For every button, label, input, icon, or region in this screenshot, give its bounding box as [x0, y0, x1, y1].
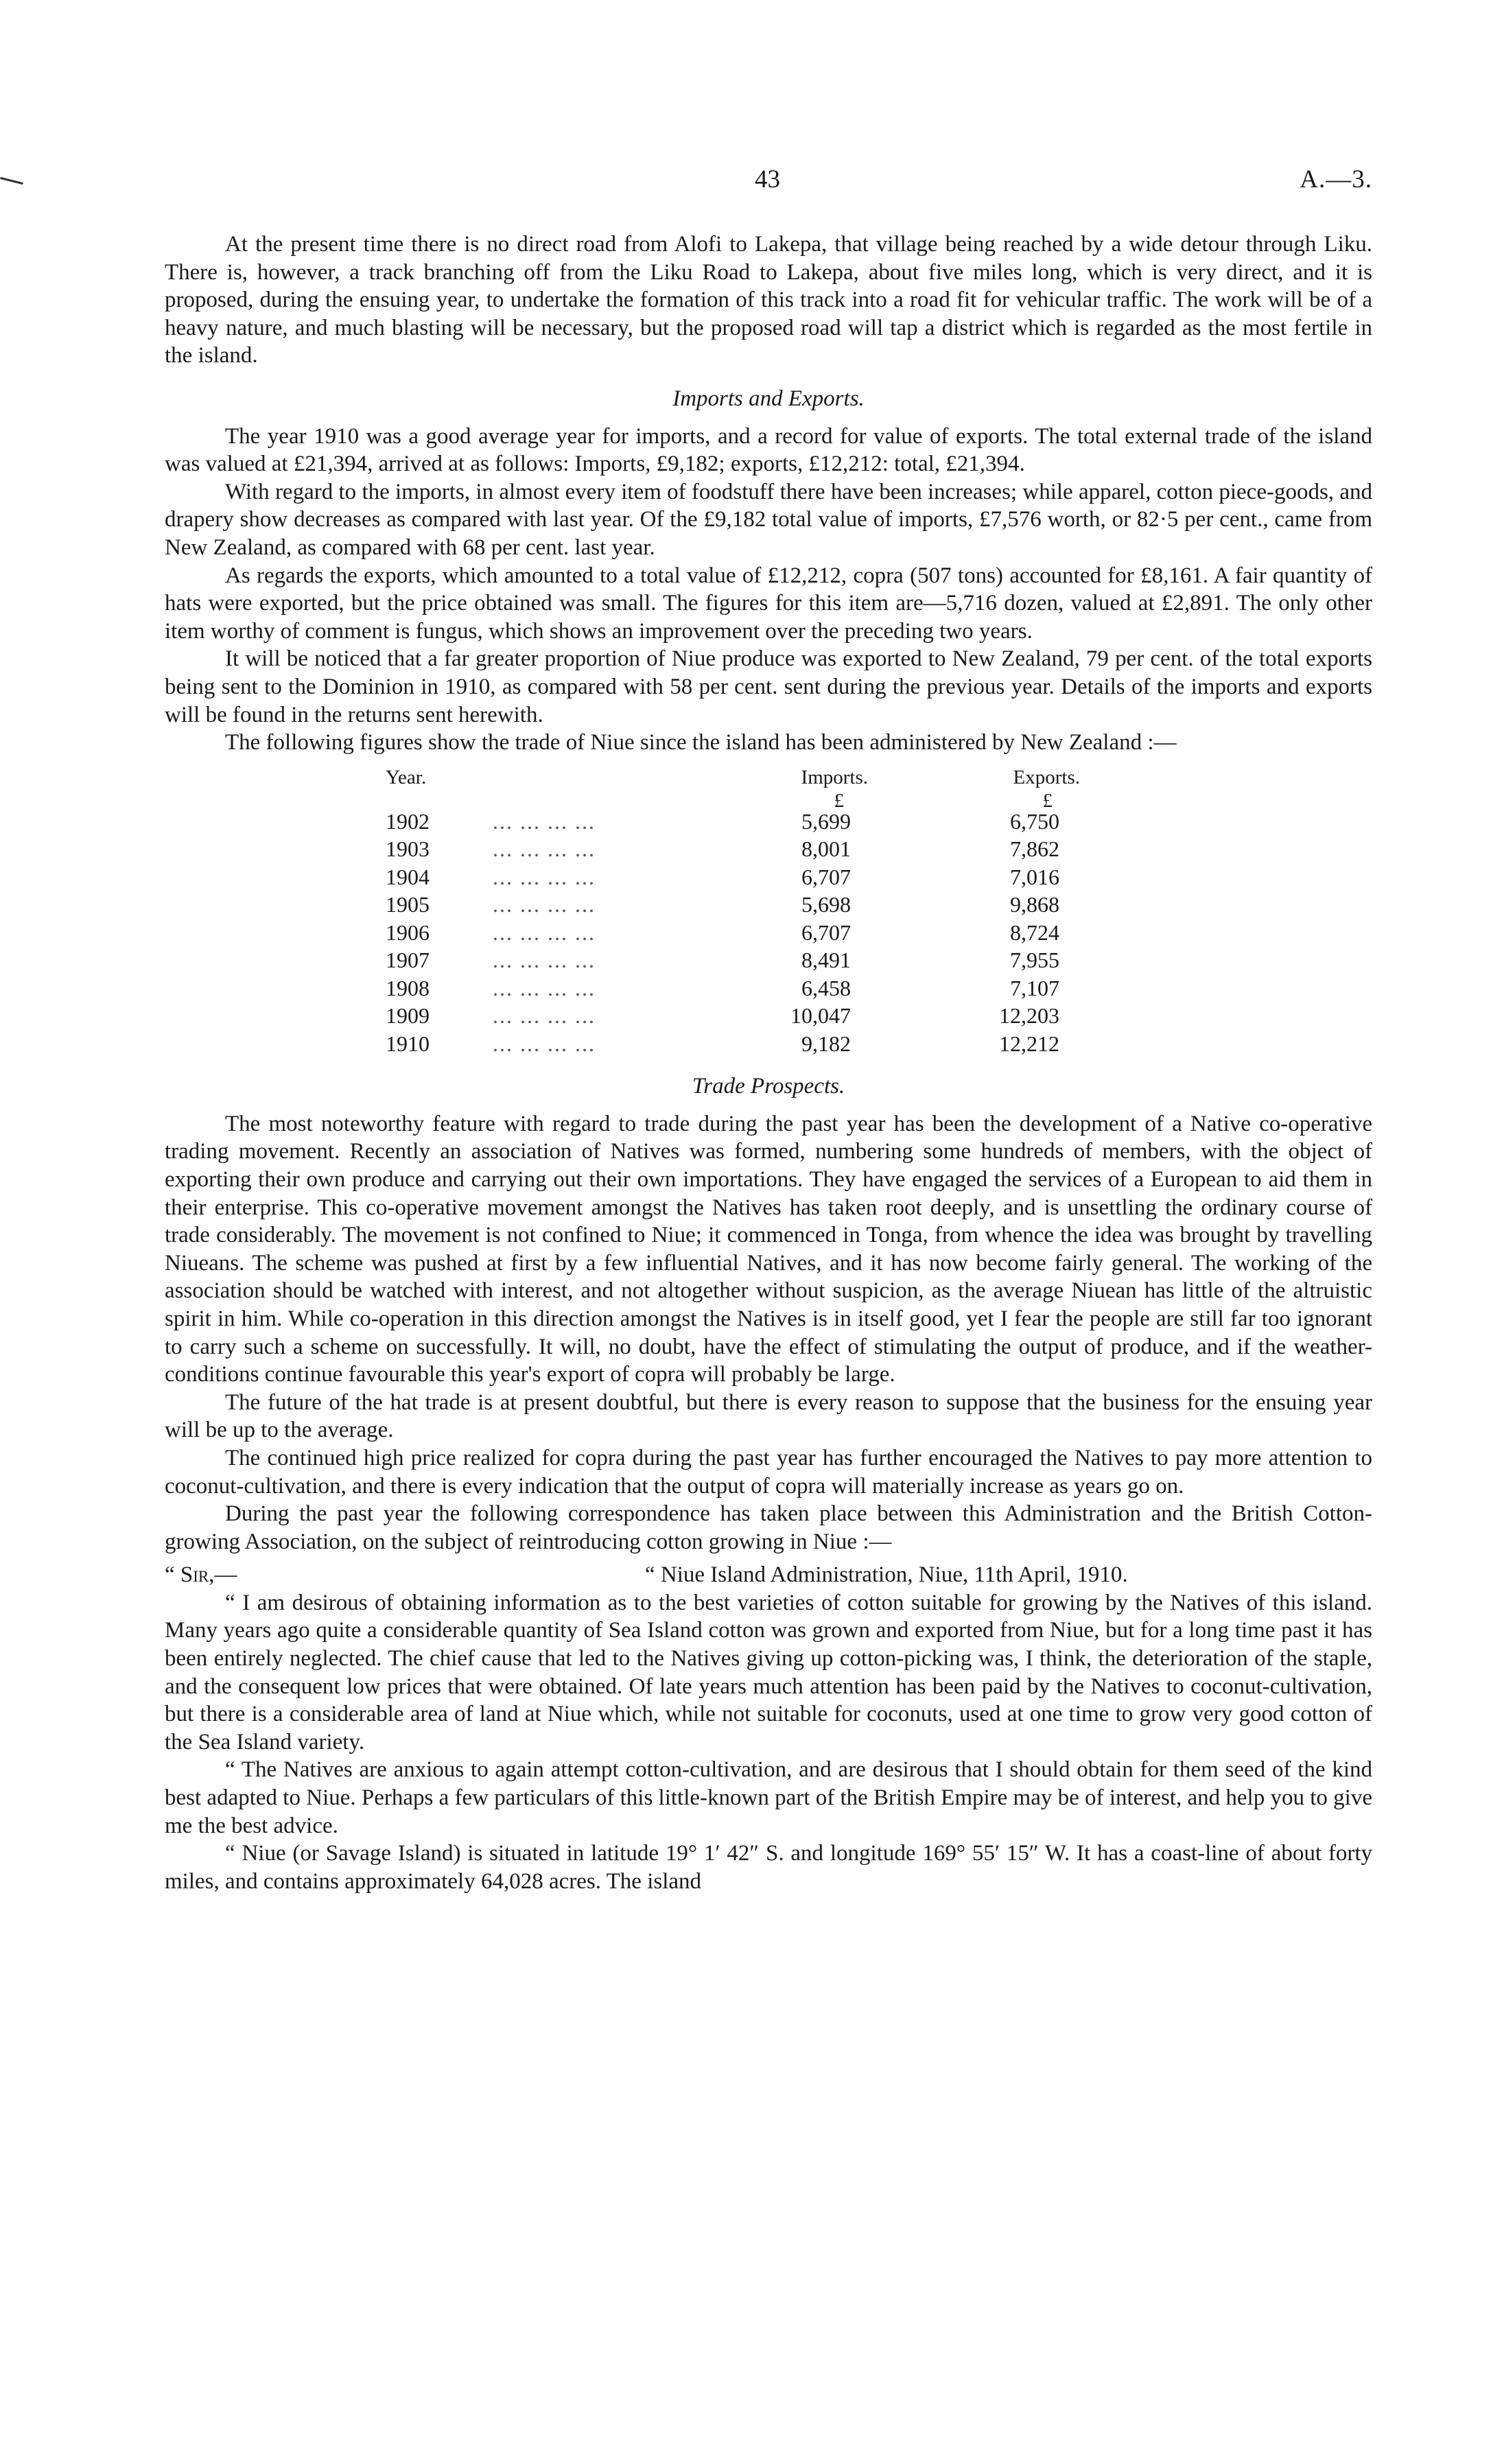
dot-leader: ... ... ... ...: [493, 1003, 596, 1029]
column-header-year: Year.: [386, 766, 427, 788]
heading-imports-exports: Imports and Exports.: [672, 386, 865, 411]
dot-leader: ... ... ... ...: [493, 919, 596, 945]
table-row: [165, 891, 1372, 919]
dot-leader: ... ... ... ...: [493, 948, 596, 973]
table-row: [165, 974, 1372, 1002]
imports-cell: 9,182: [801, 1031, 851, 1056]
exports-cell: 7,955: [1010, 948, 1059, 973]
paragraph-trade-1: The most noteworthy feature with regard to trade during the past year has been the development of a Native co-operative trading movement. Recently an association of Natives was formed, numbering some hundreds of members, with the object of exporting their own produce and carrying out their own importations. They have engaged the services of a European to aid them in their enterprise. This co-operative movement amongst the Natives has taken root deeply, and is unsettling the ordinary course of trade considerably. The movement is not confined to Niue; it commenced in Tonga, from whence the idea was brought by travelling Niueans. The scheme was pushed at first by a few influential Natives, and it has now become fairly general. The working of the association should be watched with interest, and not altogether without suspicion, as the average Niuean has little of the altruistic spirit in him. While co-operation in this direction amongst the Natives is in itself good, yet I fear the people are still far too ignorant to carry such a scheme on successfully. It will, no doubt, have the effect of stimulating the output of produce, and if the weather-conditions continue favourable this year's export of copra will probably be large.: [165, 1111, 1372, 1387]
exports-cell: 12,203: [999, 1003, 1059, 1029]
table-row: [165, 863, 1372, 891]
dot-leader: ... ... ... ...: [493, 836, 596, 862]
paragraph-imports-5: The following figures show the trade of Niue since the island has been administered by New Zealand :—: [225, 730, 1177, 755]
year-cell: 1902: [386, 808, 430, 834]
letter-address: “ Niue Island Administration, Niue, 11th April, 1910.: [645, 1562, 1128, 1588]
unit-imports: £: [834, 789, 844, 812]
paragraph-imports-4: It will be noticed that a far greater proportion of Niue produce was exported to New Zealand, 79 per cent. of the total exports being sent to the Dominion in 1910, as compared with 58 per cent. sent during the previous year. Details of the imports and exports will be found in the returns sent herewith.: [165, 646, 1372, 727]
paragraph-imports-1: The year 1910 was a good average year for imports, and a record for value of exports. The total external trade of the island was valued at £21,394, arrived at as follows: Imports, £9,182; exports, £12,212: total, £21,394.: [165, 423, 1372, 477]
dot-leader: ... ... ... ...: [493, 892, 596, 917]
imports-cell: 8,001: [801, 836, 851, 862]
page-number: 43: [755, 165, 780, 193]
imports-cell: 8,491: [801, 948, 851, 973]
year-cell: 1903: [386, 836, 430, 862]
table-row: [165, 1002, 1372, 1030]
table-row: [165, 1030, 1372, 1058]
letter-paragraph-3: “ Niue (or Savage Island) is situated in latitude 19° 1′ 42″ S. and longitude 169° 55′ 15″ W. It has a coast-line of about forty miles, and contains approximately 64,028 acres. The island: [165, 1841, 1372, 1894]
exports-cell: 7,862: [1010, 836, 1059, 862]
dot-leader: ... ... ... ...: [493, 1031, 596, 1056]
table-row: [165, 808, 1372, 836]
heading-trade-prospects: Trade Prospects.: [692, 1074, 845, 1099]
paragraph-trade-2: The future of the hat trade is at present doubtful, but there is every reason to suppose that the business for the ensuing year will be up to the average.: [165, 1389, 1372, 1443]
year-cell: 1905: [386, 892, 430, 917]
table-row: [165, 835, 1372, 863]
table-row: [165, 919, 1372, 947]
dot-leader: ... ... ... ...: [493, 975, 596, 1000]
letter-paragraph-1: “ I am desirous of obtaining information as to the best varieties of cotton suitable for growing by the Natives of this island. Many years ago quite a considerable quantity of Sea Island cotton was grown and exported from Niue, but for a long time past it has been entirely neglected. The chief cause that led to the Natives giving up cotton-picking was, I think, the deterioration of the staple, and the consequent low prices that were obtained. Of late years much attention has been paid by the Natives to coconut-cultivation, but there is a considerable area of land at Niue which, while not suitable for coconuts, used at one time to grow very good cotton of the Sea Island variety.: [165, 1590, 1372, 1755]
year-cell: 1904: [386, 864, 430, 889]
imports-cell: 6,458: [801, 975, 851, 1000]
year-cell: 1909: [386, 1003, 430, 1029]
imports-cell: 5,699: [801, 808, 851, 834]
table-row: [165, 946, 1372, 974]
dot-leader: ... ... ... ...: [493, 808, 596, 834]
paragraph-trade-4: During the past year the following correspondence has taken place between this Administration and the British Cotton-growing Association, on the subject of reintroducing cotton growing in Niue :—: [165, 1501, 1372, 1554]
page-body: [165, 231, 1372, 1895]
paragraph-imports-3: As regards the exports, which amounted to a total value of £12,212, copra (507 tons) accounted for £8,161. A fair quantity of hats were exported, but the price obtained was small. The figures for this item are—5,716 dozen, valued at £2,891. The only other item worthy of comment is fungus, which shows an improvement over the preceding two years.: [165, 563, 1372, 644]
letter-salutation: “ Sir,—: [165, 1562, 237, 1588]
letter-paragraph-2: “ The Natives are anxious to again attempt cotton-cultivation, and are desirous that I should obtain for them seed of the kind best adapted to Niue. Perhaps a few particulars of this little-known part of the British Empire may be of interest, and help you to give me the best advice.: [165, 1757, 1372, 1838]
year-cell: 1907: [386, 948, 430, 973]
trade-table-header: [165, 764, 1372, 787]
exports-cell: 6,750: [1010, 808, 1059, 834]
paragraph-imports-2: With regard to the imports, in almost every item of foodstuff there have been increases; while apparel, cotton piece-goods, and drapery show decreases as compared with last year. Of the £9,182 total value of imports, £7,576 worth, or 82·5 per cent., came from New Zealand, as compared with 68 per cent. last year.: [165, 479, 1372, 560]
paragraph-road: At the present time there is no direct road from Alofi to Lakepa, that village being reached by a wide detour through Liku. There is, however, a track branching off from the Liku Road to Lakepa, about five miles long, which is very direct, and it is proposed, during the ensuing year, to undertake the formation of this track into a road fit for vehicular traffic. The work will be of a heavy nature, and much blasting will be necessary, but the proposed road will tap a district which is regarded as the most fertile in the island.: [165, 232, 1372, 368]
paragraph-trade-3: The continued high price realized for copra during the past year has further encouraged the Natives to pay more attention to coconut-cultivation, and there is every indication that the output of copra will materially increase as years go on.: [165, 1445, 1372, 1499]
imports-cell: 6,707: [801, 864, 851, 889]
exports-cell: 9,868: [1010, 892, 1059, 917]
imports-cell: 10,047: [790, 1003, 851, 1029]
column-header-imports: Imports.: [801, 766, 868, 788]
exports-cell: 12,212: [999, 1031, 1059, 1056]
exports-cell: 8,724: [1010, 919, 1059, 945]
exports-cell: 7,107: [1010, 975, 1059, 1000]
document-reference: A.—3.: [1300, 165, 1372, 193]
imports-cell: 5,698: [801, 892, 851, 917]
year-cell: 1908: [386, 975, 430, 1000]
column-header-exports: Exports.: [1013, 766, 1080, 788]
imports-cell: 6,707: [801, 919, 851, 945]
year-cell: 1906: [386, 919, 430, 945]
dot-leader: ... ... ... ...: [493, 864, 596, 889]
letter-salutation-line: [165, 1561, 1372, 1589]
exports-cell: 7,016: [1010, 864, 1059, 889]
page-header: [165, 165, 1372, 206]
year-cell: 1910: [386, 1031, 430, 1056]
unit-exports: £: [1042, 789, 1053, 812]
margin-mark: [0, 177, 23, 185]
trade-table-units: [165, 787, 1372, 812]
trade-table: [165, 764, 1372, 1058]
